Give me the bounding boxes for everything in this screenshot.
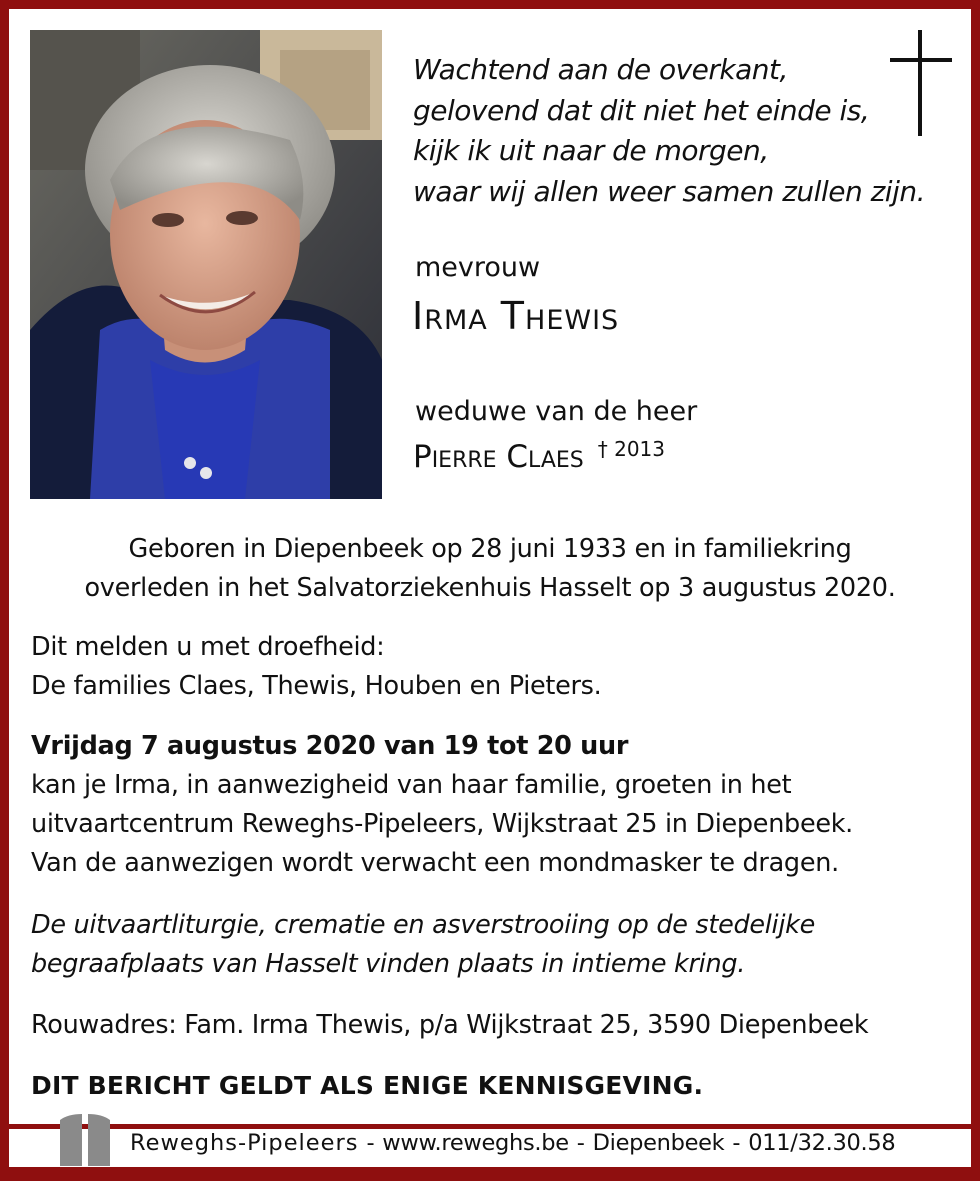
announcement-line: Dit melden u met droefheid: [31,632,385,662]
poem-line: gelovend dat dit niet het einde is, [413,93,870,127]
footer-contact [130,1130,895,1156]
poem-line: Wachtend aan de overkant, [413,53,788,86]
families-line: De families Claes, Thewis, Houben en Pieters. [31,671,602,701]
funeral-home-logo-icon [58,1110,114,1166]
visitation-line: uitvaartcentrum Reweghs-Pipeleers, Wijkstraat 25 in Diepenbeek. [31,809,853,839]
visitation-line: Van de aanwezigen wordt verwacht een mondmasker te dragen. [31,848,839,878]
footer-phone: 011/32.30.58 [748,1130,896,1156]
cross-icon [890,30,952,136]
visitation-heading: Vrijdag 7 augustus 2020 van 19 tot 20 uur [31,731,629,761]
spouse [413,439,665,475]
visitation-paragraph [31,727,951,883]
ceremony-line: De uitvaartliturgie, crematie en asverstrooiing op de stedelijke [31,910,815,940]
footer-separator: - [366,1130,375,1156]
footer-separator: - [576,1130,585,1156]
poem-line: waar wij allen weer samen zullen zijn. [413,174,926,208]
ceremony-paragraph [31,906,951,984]
poem [413,50,926,212]
visitation-line: kan je Irma, in aanwezigheid van haar familie, groeten in het [31,770,792,800]
footer-city: Diepenbeek [592,1130,725,1156]
portrait-photo [30,30,382,499]
spouse-death-year: † 2013 [597,437,665,461]
poem-line: kijk ik uit naar de morgen, [413,134,769,167]
death-line: overleden in het Salvatorziekenhuis Hasselt op 3 augustus 2020. [84,573,896,603]
footer-website[interactable]: www.reweghs.be [382,1130,569,1156]
widow-line: weduwe van de heer [415,396,698,427]
deceased-title: mevrouw [415,252,541,283]
birth-line: Geboren in Diepenbeek op 28 juni 1933 en in familiekring [128,534,852,564]
ceremony-line: begraafplaats van Hasselt vinden plaats in intieme kring. [31,949,746,979]
official-notice: DIT BERICHT GELDT ALS ENIGE KENNISGEVING. [31,1071,704,1100]
deceased-name: Irma Thewis [412,294,620,338]
mourning-address: Rouwadres: Fam. Irma Thewis, p/a Wijkstraat 25, 3590 Diepenbeek [31,1010,869,1040]
footer-separator: - [732,1130,741,1156]
footer-company: Reweghs-Pipeleers [130,1130,359,1156]
footer-divider [9,1124,971,1129]
birth-death-paragraph [0,530,980,608]
spouse-name: Pierre Claes [413,439,584,475]
announcement-paragraph [31,628,951,706]
